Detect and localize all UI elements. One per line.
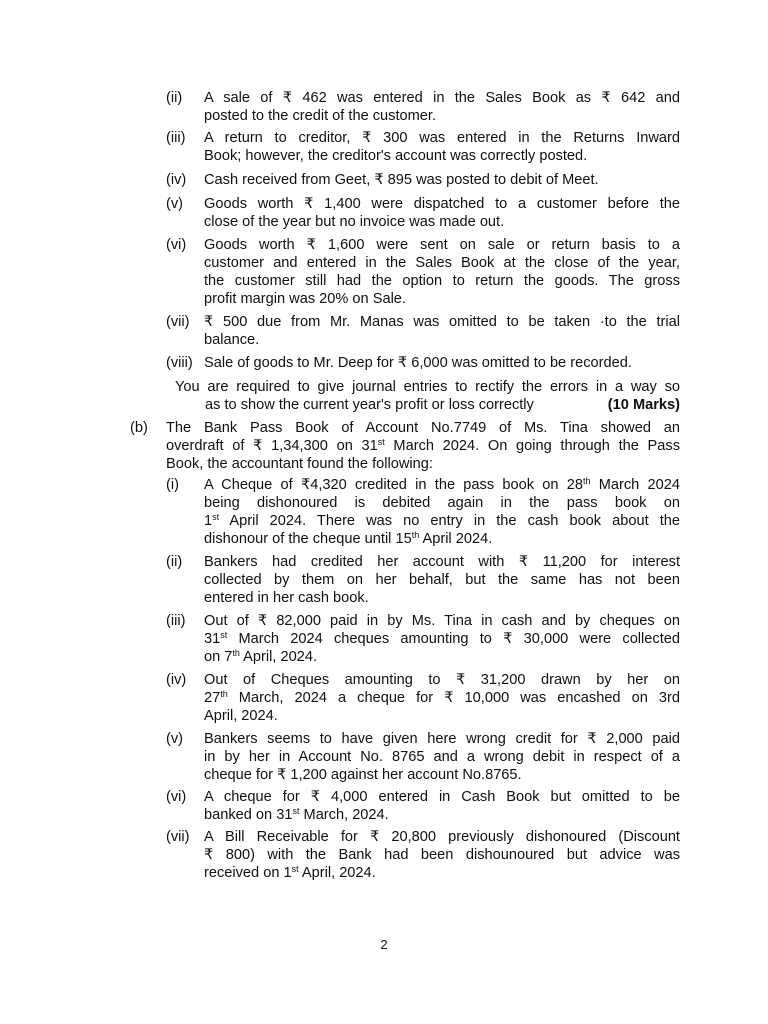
text-line: 27th March, 2024 a cheque for ₹ 10,000 was encashed on 3rd — [204, 689, 680, 706]
item-number: (iv) — [166, 672, 187, 688]
text-line: Book; however, the creditor's account was correctly posted. — [204, 148, 588, 164]
text-line: Out of Cheques amounting to ₹ 31,200 drawn by her on — [204, 672, 680, 688]
text-line: the customer still had the option to return the goods. The gross — [204, 273, 680, 289]
item-number: (vii) — [166, 314, 190, 330]
text-line: posted to the credit of the customer. — [204, 108, 437, 124]
list-item — [166, 612, 680, 666]
item-text — [204, 236, 680, 308]
instruction-line: as to show the current year's profit or loss correctly — [205, 397, 534, 413]
item-text — [204, 553, 680, 607]
section-b — [130, 419, 680, 473]
text-line: Out of ₹ 82,000 paid in by Ms. Tina in cash and by cheques on — [204, 613, 680, 629]
text-line: The Bank Pass Book of Account No.7749 of Ms. Tina showed an — [166, 420, 680, 436]
text-line: A Cheque of ₹4,320 credited in the pass book on 28th March 2024 — [204, 476, 681, 493]
section-intro — [166, 419, 680, 473]
list-item — [166, 671, 680, 725]
list-item — [166, 788, 680, 824]
text-line: balance. — [204, 332, 260, 348]
instruction-text — [175, 378, 680, 414]
item-text — [204, 89, 680, 125]
text-line: A cheque for ₹ 4,000 entered in Cash Book but omitted to be — [204, 789, 680, 805]
item-number: (iii) — [166, 613, 186, 629]
text-line: cheque for ₹ 1,200 against her account No.8765. — [204, 767, 522, 783]
text-line: in by her in Account No. 8765 and a wrong debit in respect of a — [204, 749, 680, 765]
item-text — [204, 129, 680, 165]
text-line: Goods worth ₹ 1,400 were dispatched to a customer before the — [204, 196, 680, 212]
text-line: entered in her cash book. — [204, 590, 369, 606]
item-number: (vi) — [166, 237, 187, 253]
list-item — [166, 730, 680, 784]
text-line: A sale of ₹ 462 was entered in the Sales Book as ₹ 642 and — [204, 90, 680, 106]
item-number: (v) — [166, 196, 184, 212]
text-line: April, 2024. — [204, 708, 278, 724]
item-text — [204, 171, 680, 189]
text-line: dishonour of the cheque until 15th April 2024. — [204, 530, 493, 547]
text-line: ₹ 500 due from Mr. Manas was omitted to be taken ·to the trial — [204, 314, 680, 330]
item-text — [204, 828, 680, 882]
list-item — [166, 828, 680, 882]
list-item — [166, 313, 680, 349]
item-number: (vi) — [166, 789, 187, 805]
section-number: (b) — [130, 420, 148, 436]
item-number: (viii) — [166, 355, 193, 371]
text-line: A Bill Receivable for ₹ 20,800 previously dishonoured (Discount — [204, 829, 680, 845]
text-line: profit margin was 20% on Sale. — [204, 291, 406, 307]
instruction-line: You are required to give journal entries to rectify the errors in a way so — [175, 379, 680, 395]
text-line: 1st April 2024. There was no entry in the cash book about the — [204, 512, 680, 529]
list-item — [166, 354, 680, 372]
list-item — [166, 195, 680, 231]
list-item — [166, 171, 680, 189]
text-line: Sale of goods to Mr. Deep for ₹ 6,000 was omitted to be recorded. — [204, 355, 632, 371]
item-text — [204, 476, 680, 548]
text-line: Bankers seems to have given here wrong credit for ₹ 2,000 paid — [204, 731, 680, 747]
item-number: (iv) — [166, 172, 187, 188]
text-line: Book, the accountant found the following: — [166, 456, 433, 472]
text-line: overdraft of ₹ 1,34,300 on 31st March 2024. On going through the Pass — [166, 437, 680, 454]
text-line: customer and entered in the Sales Book at the close of the year, — [204, 255, 680, 271]
text-line: A return to creditor, ₹ 300 was entered in the Returns Inward — [204, 130, 680, 146]
item-text — [204, 354, 680, 372]
item-number: (iii) — [166, 130, 186, 146]
item-text — [204, 788, 680, 824]
item-number: (ii) — [166, 554, 183, 570]
page-number: 2 — [380, 937, 388, 952]
text-line: received on 1st April, 2024. — [204, 864, 376, 881]
text-line: ₹ 800) with the Bank had been dishounoured but advice was — [204, 847, 680, 863]
text-line: Goods worth ₹ 1,600 were sent on sale or return basis to a — [204, 237, 680, 253]
list-item — [166, 476, 680, 548]
text-line: Bankers had credited her account with ₹ 11,200 for interest — [204, 554, 680, 570]
item-text — [204, 313, 680, 349]
text-line: close of the year but no invoice was made out. — [204, 214, 505, 230]
text-line: banked on 31st March, 2024. — [204, 806, 389, 823]
list-item — [166, 236, 680, 308]
marks-label: (10 Marks) — [607, 397, 680, 413]
item-number: (i) — [166, 477, 179, 493]
list-item — [166, 129, 680, 165]
item-text — [204, 195, 680, 231]
item-text — [204, 730, 680, 784]
item-number: (v) — [166, 731, 184, 747]
text-line: collected by them on her behalf, but the same has not been — [204, 572, 680, 588]
item-text — [204, 671, 680, 725]
list-item — [166, 89, 680, 125]
text-line: being dishonoured is debited again in the pass book on — [204, 495, 680, 511]
item-text — [204, 612, 680, 666]
text-line: on 7th April, 2024. — [204, 648, 317, 665]
text-line: Cash received from Geet, ₹ 895 was posted to debit of Meet. — [204, 172, 599, 188]
item-number: (ii) — [166, 90, 183, 106]
list-item — [166, 553, 680, 607]
item-number: (vii) — [166, 829, 190, 845]
text-line: 31st March 2024 cheques amounting to ₹ 30,000 were collected — [204, 630, 680, 647]
